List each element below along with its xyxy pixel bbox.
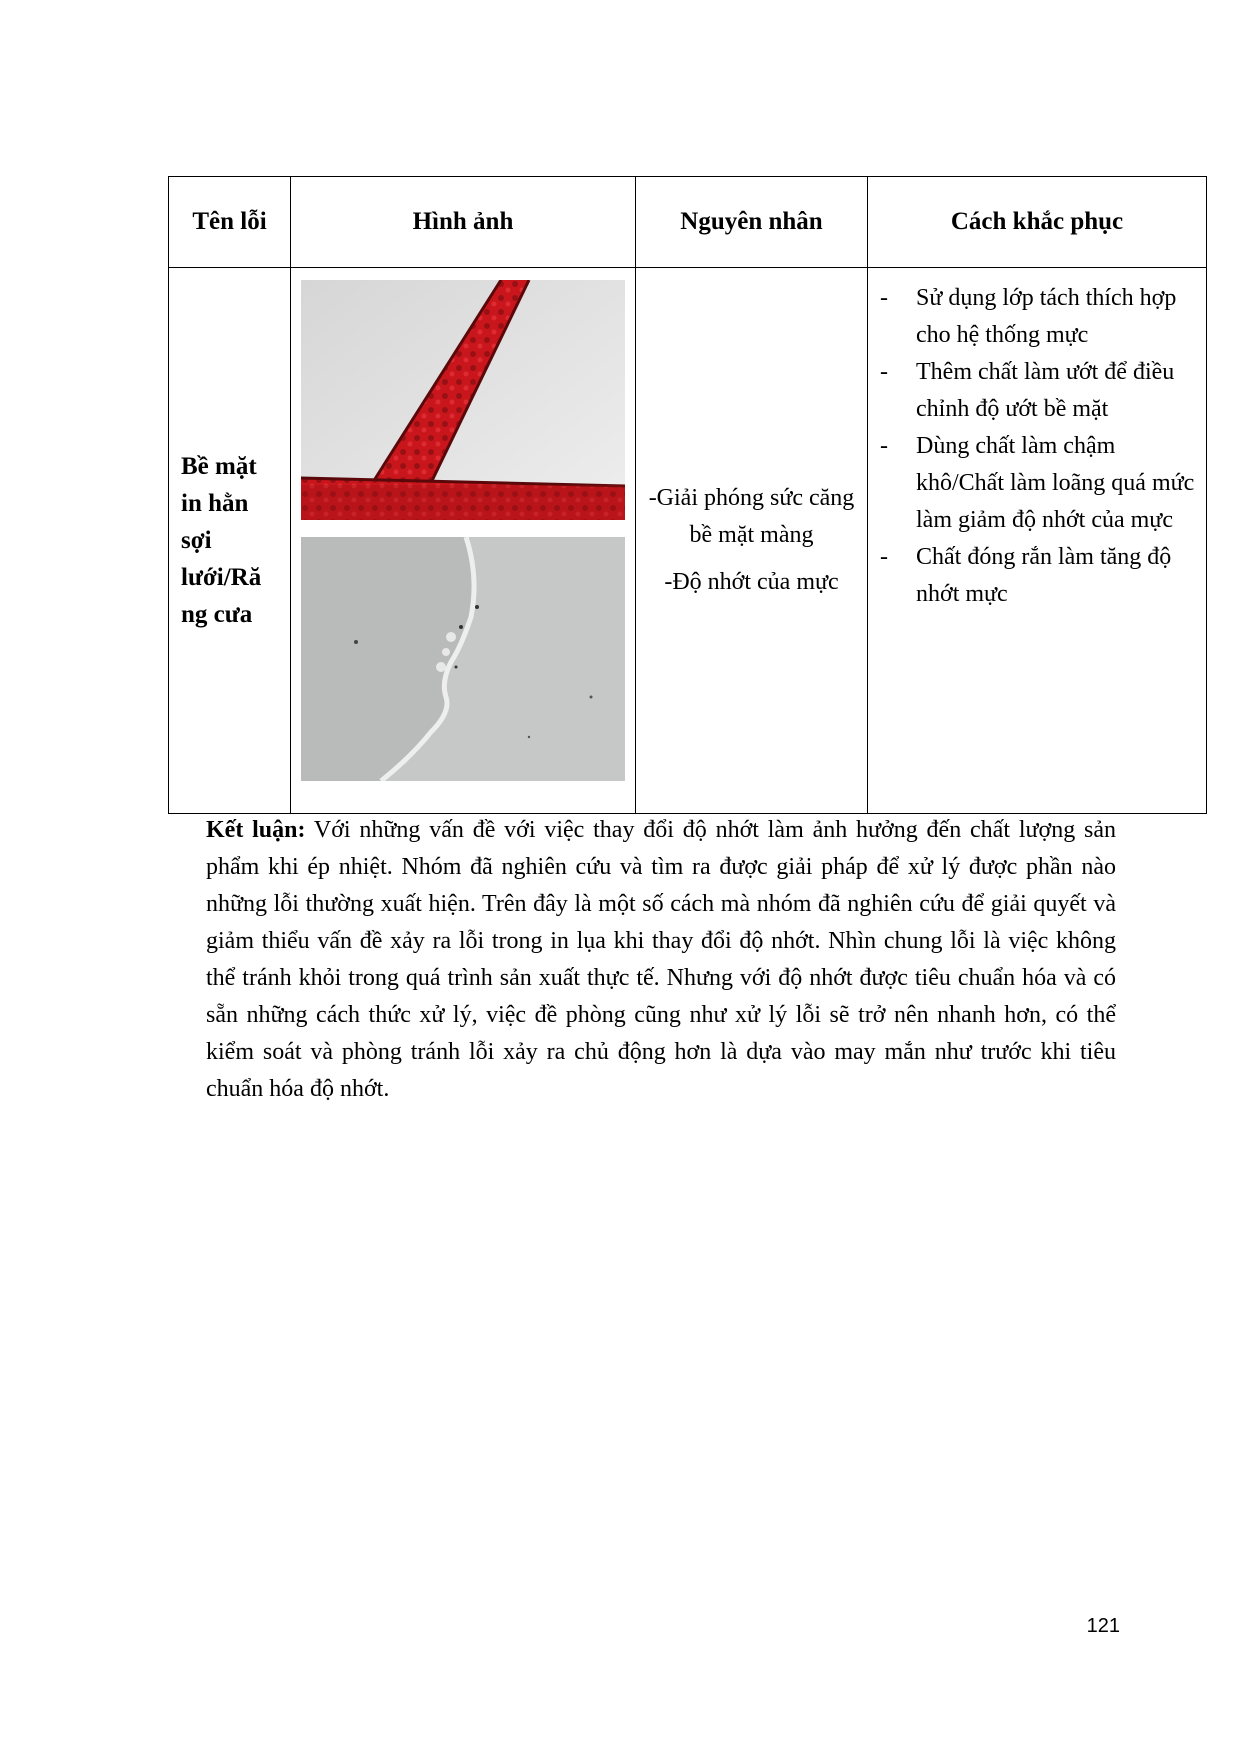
remedy-text: Sử dụng lớp tách thích hợp cho hệ thống mực	[916, 285, 1177, 348]
remedy-text: Chất đóng rắn làm tăng độ nhớt mực	[916, 544, 1172, 607]
header-image: Hình ảnh	[291, 177, 636, 268]
dash-bullet: -	[880, 433, 888, 459]
defect-name-line: sợi	[181, 527, 212, 554]
defect-name-line: Bề mặt	[181, 453, 257, 480]
conclusion-label: Kết luận:	[206, 817, 306, 843]
defect-image-cell	[291, 268, 636, 814]
remedy-text: Dùng chất làm chậm khô/Chất làm loãng quá mức làm giảm độ nhớt của mực	[916, 433, 1195, 533]
conclusion-paragraph	[206, 812, 1116, 1108]
defect-name-cell	[169, 268, 291, 814]
dash-bullet: -	[880, 544, 888, 570]
remedy-item	[876, 428, 1198, 539]
remedy-text: Thêm chất làm ướt để điều chỉnh độ ướt bề mặt	[916, 359, 1175, 422]
remedy-item	[876, 280, 1198, 354]
remedy-item	[876, 539, 1198, 613]
defect-table	[168, 176, 1207, 814]
defect-remedy-cell	[868, 268, 1207, 814]
remedy-list	[876, 280, 1198, 613]
conclusion-text: Với những vấn đề với việc thay đổi độ nhớt làm ảnh hưởng đến chất lượng sản phẩm khi ép nhiệt. Nhóm đã nghiên cứu và tìm ra được giải pháp để xử lý được phần nào những lỗi thường xuất hiện. Trên đây là một số cách mà nhóm đã nghiên cứu để giải quyết và giảm thiểu vấn đề xảy ra lỗi trong in lụa khi thay đổi độ nhớt. Nhìn chung lỗi là việc không thể tránh khỏi trong quá trình sản xuất thực tế. Nhưng với độ nhớt được tiêu chuẩn hóa và có sẵn những cách thức xử lý, việc đề phòng cũng như xử lý lỗi sẽ trở nên nhanh hơn, có thể kiểm soát và phòng tránh lỗi xảy ra chủ động hơn là dựa vào may mắn như trước khi tiêu chuẩn hóa độ nhớt.	[206, 817, 1117, 1102]
photo-red-mesh-lines	[301, 280, 625, 520]
header-cause: Nguyên nhân	[636, 177, 868, 268]
table-header-row	[169, 177, 1207, 268]
photo-grey-serrated-edge	[301, 537, 625, 781]
remedy-item	[876, 354, 1198, 428]
defect-name-line: ng cưa	[181, 601, 253, 628]
header-defect-name: Tên lỗi	[169, 177, 291, 268]
dash-bullet: -	[880, 285, 888, 311]
cause-item: -Giải phóng sức căng bề mặt màng	[648, 485, 855, 548]
table-row	[169, 268, 1207, 814]
header-remedy: Cách khắc phục	[868, 177, 1207, 268]
cause-item: -Độ nhớt của mực	[664, 569, 839, 595]
page-number: 121	[1086, 1615, 1120, 1637]
defect-name-line: lưới/Ră	[181, 564, 262, 591]
dash-bullet: -	[880, 359, 888, 385]
defect-cause-cell	[636, 268, 868, 814]
defect-name-line: in hằn	[181, 490, 249, 517]
